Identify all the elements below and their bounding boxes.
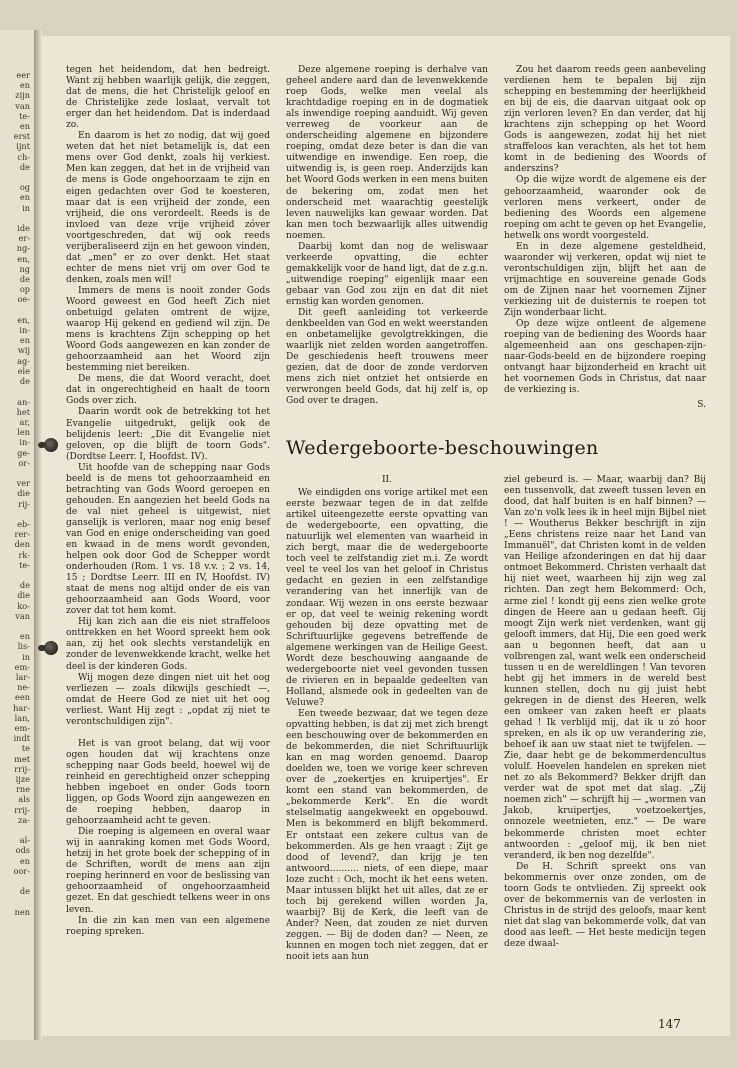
prev-page-fragment: als <box>18 794 30 805</box>
prev-page-fragment: die <box>17 590 30 601</box>
paragraph: Daarbij komt dan nog de weliswaar verkeerde opvatting, die echter gemakkelijk voor de hand ligt, dat de z.g.n. „uitwendige roeping" eigenlijk maar een gebaar van God zou zijn en dat dit niet ernstig kan worden genomen. <box>286 241 488 307</box>
paragraph: Op die wijze wordt de algemene eis der gehoorzaamheid, waaronder ook de verloren mens verkeert, onder de bediening des Woords een algemene roeping om acht te geven op het Evangelie, hetwelk ons wordt voorgesteld. <box>504 175 706 241</box>
prev-page-fragment: de <box>19 376 30 387</box>
prev-page-fragment: en <box>19 80 30 91</box>
column-middle-top <box>286 65 488 407</box>
prev-page-fragment <box>0 305 34 315</box>
prev-page-fragment: en <box>19 192 30 203</box>
paragraph: Uit hoofde van de schepping naar Gods beeld is de mens tot gehoorzaamheid en betrachting van Gods Woord geroepen en gehouden. En aangezien het beeld Gods na de val niet geheel is uitgewist, niet ganselijk is verloren, maar nog enig besef van God en enige onderscheiding van goed en kwaad in de mens wordt gevonden, helpen ook door God de Schepper wordt onderhouden (Rom. 1 vs. 18 v.v. ; 2 vs. 14, 15 ; Dordtse Leerr. III en IV, Hoofdst. IV) staat de mens nog altijd onder de eis van gehoorzaamheid aan Gods Woord, voor zover dat tot hem komt. <box>66 462 270 617</box>
prev-page-fragment: ne- <box>17 682 30 693</box>
prev-page-fragment: len <box>17 427 30 438</box>
prev-page-fragment: de <box>19 580 30 591</box>
paragraph: ziel gebeurd is. — Maar, waarbij dan? Bij een tussenvolk, dat zweeft tussen leven en dood, dat half buiten is en half binnen? — Van zo'n volk lees ik in heel mijn Bijbel niet ! — Woutherus Bekker beschrijft in zijn „Eens christens reize naar het Land van Immanuël", dat Christen komt in de velden van Heilige afzonderingen en dat hij daar ontmoet Bekommerd. Christen verhaalt dat hij niet weet, waarheen hij zijn weg zal richten. Dan zegt hem Bekommerd: Och, arme ziel ! kondt gij eens zien welke grote dingen de Heere aan u gedaan heeft. Gij moogt Zijn werk niet verdenken, want gij gelooft immers, dat Hij, Die een goed werk aan u begonnen heeft, dat aan u volbrengen zal, want welk een onderscheid tussen u en de wereldlingen ! Van tevoren hebt gij het immers in de wereld best kunnen stellen, doch nu gij juist hebt gekregen in de dienst des Heeren, welk een omkeer van zaken heeft er plaats gehad ! Ik verblijd mij, dat ik u zó hoor spreken, en als ik op uw verandering zie, behoef ik aan uw staat niet te twijfelen. — Zie, daar hebt ge de bekommerdencultus volulf. Hoevelen handelen en spreken niet net zo als Bekommerd? Bekker drijft dan verder wat de spot met dat slag. „Zij noemen zich" — schrijft hij — „wormen van Jakob, kruipertjes, voetzoekertjes, onnozele weetnieten, enz." — De ware bekommerde christen moet echter antwoorden : „geloof mij, ik ben niet veranderd, ik ben nog dezelfde". <box>504 475 706 861</box>
column-middle-bottom <box>286 475 488 963</box>
signature: S. <box>697 400 706 411</box>
prev-page-fragment: den <box>14 539 30 550</box>
paragraph: Dit geeft aanleiding tot verkeerde denkbeelden van God en wekt weerstanden en onbetamelijke gevolgtrekkingen, die waarlijk niet zelden worden aangetroffen. De geschiedenis heeft trouwens meer gezien, dat de door de zonde verdorven mens zich niet ontziet het ontsierde en verwrongen beeld Gods, dat hij zelf is, op God over te dragen. <box>286 308 488 407</box>
prev-page-fragment: oor- <box>13 865 30 876</box>
prev-page-fragment: en <box>19 631 30 642</box>
prev-page-fragment: ar, <box>19 416 30 427</box>
prev-page-fragment: ko- <box>17 600 30 611</box>
prev-page-fragment: die <box>17 488 30 499</box>
prev-page-fragment: har- <box>13 702 30 713</box>
prev-page-fragment: ver <box>16 478 30 489</box>
paragraph: Het is van groot belang, dat wij voor ogen houden dat wij krachtens onze schepping naar Gods beeld, hoewel wij de reinheid en gerechtigheid onzer schepping hebben ingeboet en onder Gods toorn liggen, op Gods Woord zijn aangewezen en de roeping hebben, daarop in gehoorzaamheid acht te geven. <box>66 738 270 827</box>
prev-page-fragment: ele <box>17 365 30 376</box>
prev-page-fragment: ag- <box>17 355 30 366</box>
prev-page-fragment: in <box>22 651 30 662</box>
paragraph: De H. Schrift spreekt ons van bekommernis over onze zonden, om de toorn Gods te ontvlieden. Zij spreekt ook over de bekommernis van de verlosten in Christus in de strijd des geloofs, maar kent niet dat slag van bekommerde volk, dat van dood aas leeft. — Het beste medicijn tegen deze dwaal- <box>504 861 706 949</box>
prev-page-fragment: rne <box>15 784 30 795</box>
paragraph: De mens, die dat Woord veracht, doet dat in ongerechtigheid en haalt de toorn Gods over zich. <box>66 374 270 407</box>
prev-page-fragment: de <box>19 274 30 285</box>
prev-page-fragment: er- <box>18 233 30 244</box>
prev-page-fragment: met <box>14 753 30 764</box>
prev-page-fragment: wij <box>17 345 30 356</box>
prev-page-fragment: nen <box>14 906 30 917</box>
prev-page-fragment <box>0 876 34 886</box>
prev-page-fragment: ods <box>15 845 30 856</box>
prev-page-fragment <box>0 621 34 631</box>
prev-page-fragment: een <box>15 692 30 703</box>
prev-page-fragment: indt <box>13 733 30 744</box>
page-number: 147 <box>658 1017 681 1031</box>
prev-page-fragment: in- <box>19 437 30 448</box>
prev-page-fragment: de <box>19 161 30 172</box>
prev-page-fragment: en, <box>17 253 30 264</box>
prev-page-fragment: em- <box>14 723 30 733</box>
paragraph: Wij mogen deze dingen niet uit het oog verliezen — zoals dikwijls geschiedt —, omdat de Heere God ze niet uit het oog verliest. Want Hij zegt : „opdat zij niet te verontschuldigen zijn". <box>66 672 270 727</box>
prev-page-fragment: lan, <box>14 712 30 723</box>
paragraph: Zou het daarom reeds geen aanbeveling verdienen hem te bepalen bij zijn schepping en bestemming der heerlijkheid en bij de eis, die daarvan uitgaat ook op zijn verloren leven? En dan verder, dat hij krachtens zijn schepping op het Woord Gods is aangewezen, zodat hij het niet straffeloos kan verachten, als het tot hem komt in de bediening des Woords of anderszins? <box>504 65 706 175</box>
prev-page-fragment: em- <box>14 661 30 672</box>
column-right-bottom <box>504 475 706 950</box>
prev-page-fragment: in <box>22 202 30 213</box>
prev-page-fragment: en <box>19 335 30 346</box>
paragraph: Daarin wordt ook de betrekking tot het Evangelie uitgedrukt, gelijk ook de belijdenis leert: „Die dit Evangelie niet geloven, op die blijft de toorn Gods". (Dordtse Leerr. I, Hoofdst. IV). <box>66 407 270 462</box>
prev-page-fragment <box>0 509 34 519</box>
prev-page-fragment: en <box>19 121 30 132</box>
prev-page-fragment <box>0 825 34 835</box>
prev-page-fragment: en <box>19 855 30 866</box>
paragraph: We eindigden ons vorige artikel met een eerste bezwaar tegen de in dat zelfde artikel uiteengezette eerste opvatting van de wedergeboorte, een opvatting, die natuurlijk wel elementen van waarheid in zich bergt, maar die de wedergeboorte toch veel te zelfstandig ziet m.i. Ze wordt veel te veel los van het geloof in Christus gedacht en gezien in een zelfstandige verandering van het innerlijk van de zondaar. Wij wezen in ons eerste bezwaar er op, dat veel te weinig rekening wordt gehouden bij deze opvatting met de Schriftuurlijke gegevens betreffende de algemene werkingen van de Heilige Geest. Wordt deze beschouwing aangaande de wedergeboorte niet veel gevonden tussen de rivieren en in bepaalde gedeelten van Holland, alsmede ook in gedeelten van de Veluwe? <box>286 488 488 708</box>
prev-page-fragment: ng- <box>16 243 30 254</box>
prev-page-fragment: ch- <box>17 151 30 162</box>
prev-page-fragment: ijnt <box>16 141 30 152</box>
prev-page-fragment: rer- <box>14 529 30 540</box>
prev-page-fragment: za- <box>18 814 30 825</box>
paragraph: Deze algemene roeping is derhalve van geheel andere aard dan de levenwekkende roep Gods, welke men veelal als krachtdadige roeping en in de dogmatiek als inwendige roeping aanduidt. Wij geven verreweg de voorkeur aan de onderscheiding algemene en bijzondere roeping, omdat deze beter is dan die van uitwendige en inwendige. Een roep, die uitwendig is, is geen roep. Anderzijds kan het Woord Gods werken in een mens buiten de bekering om, zodat men het onderscheid met waarachtig geestelijk leven nauwelijks kan gewaar worden. Dat kan men toch bezwaarlijk alles uitwendig noemen. <box>286 65 488 241</box>
prev-page-fragment: lar- <box>15 671 30 682</box>
paragraph: Immers de mens is nooit zonder Gods Woord geweest en God heeft Zich niet onbetuigd gelaten omtrent de wijze, waarop Hij gekend en gediend wil zijn. De mens is krachtens Zijn schepping op het Woord Gods aangewezen en kan zonder de gehoorzaamheid aan het Woord zijn bestemming niet bereiken. <box>66 285 270 374</box>
prev-page-fragment: te- <box>19 559 30 570</box>
prev-page-fragment: al- <box>19 835 30 846</box>
book-gutter <box>34 30 42 1040</box>
previous-page-edge <box>0 30 34 1040</box>
prev-page-fragment: an- <box>17 396 30 407</box>
prev-page-fragment: te <box>21 743 30 754</box>
paragraph: Hij kan zich aan die eis niet straffeloos onttrekken en het Woord spreekt hem ook aan, zij het ook slechts verstandelijk en zonder de levenwekkende kracht, welke het deel is der kinderen Gods. <box>66 617 270 672</box>
prev-page-fragment: eb- <box>17 518 30 529</box>
column-right-top <box>504 65 706 411</box>
paragraph: En in deze algemene gesteldheid, waaronder wij verkeren, opdat wij niet te verontschuldigen zijn, blijft het aan de vrijmachtige en souvereine genade Gods om de Zijnen naar het voornemen Zijner verkiezing uit de duisternis te roepen tot Zijn wonderbaar licht. <box>504 241 706 319</box>
prev-page-fragment: rk- <box>18 549 30 560</box>
paragraph: Een tweede bezwaar, dat we tegen deze opvatting hebben, is dat zij met zich brengt een beschouwing over de bekommerden en de bekommerden, die niet Schriftuurlijk kan en mag worden genoemd. Daarop doelden we, toen we vorige keer schreven over de „zoekertjes en kruipertjes". Er komt een stand van bekommerden, de „bekommerde Kerk". En die wordt stelselmatig aangekweekt en opgebouwd. Men is bekommerd en blijft bekommerd. Er ontstaat een zekere cultus van de bekommerden. Als ge hen vraagt : Zijt ge dood of levend?, dan krijg je ten antwoord.......... niets, of een diepe, maar loze zucht : Och, mocht ik het eens weten. Maar intussen blijkt het uit alles, dat ze er toch bij gerekend willen worden Ja, waarbij? Bij de Kerk, die leeft van de Ander? Neen, dat zouden ze niet durven zeggen. — Bij de doden dan? — Neen, ze kunnen en mogen toch niet zeggen, dat er nooit iets aan hun <box>286 708 488 963</box>
binder-clip-icon <box>44 641 58 655</box>
binder-clip-icon <box>44 438 58 452</box>
paragraph: En daarom is het zo nodig, dat wij goed weten dat het niet betamelijk is, dat een mens over God denkt, zoals hij verkiest. Men kan zeggen, dat het in de vrijheid van de mens is Gode ongehoorzaam te zijn en eigen gedachten over God te koesteren, maar dat is een vrijheid der zonde, een vrijheid, die ons verordeelt. Reeds is de invloed van deze vrije vrijheid zóver voortgeschreden, dat wij ook reeds verijberaliseerd zijn en het gewoon vinden, dat „men" er zo over denkt. Het staat echter de mens niet vrij om over God te denken, zoals men wil! <box>66 131 270 285</box>
prev-page-fragment: in- <box>19 325 30 336</box>
prev-page-fragment: oe- <box>17 294 30 305</box>
paragraph: In die zin kan men van een algemene roeping spreken. <box>66 915 270 937</box>
prev-page-fragment: rrij- <box>14 763 30 774</box>
section-number: II. <box>381 475 393 485</box>
prev-page-fragment: van <box>15 100 30 111</box>
prev-page-fragment: eer <box>16 70 30 80</box>
prev-page-fragment: rrij- <box>14 804 30 815</box>
paragraph: tegen het heidendom, dat hen bedreigt. Want zij hebben waarlijk gelijk, die zeggen, dat de mens, die het Christelijk geloof en de Christelijke zede loslaat, vervalt tot erger dan het heidendom. Dat is inderdaad zo. <box>66 65 270 131</box>
prev-page-fragment <box>0 468 34 478</box>
prev-page-fragment: en, <box>17 314 30 325</box>
prev-page-fragment: ng <box>19 263 30 274</box>
prev-page-fragment <box>0 213 34 223</box>
paragraph: Op deze wijze ontleent de algemene roeping van de bediening des Woords haar algemeenheid aan ons geschapen-zijn-naar-Gods-beeld en de bijzondere roeping ontvangt haar bijzonderheid en kracht uit het voornemen Gods in Christus, dat naar de verkiezing is. <box>504 319 706 396</box>
prev-page-fragment: het <box>16 406 30 417</box>
prev-page-fragment: erst <box>13 131 30 142</box>
prev-page-fragment <box>0 570 34 580</box>
prev-page-fragment: lis- <box>17 641 30 652</box>
prev-page-fragment: op <box>19 284 30 295</box>
prev-page-fragment: te- <box>19 110 30 121</box>
article-title: Wedergeboorte-beschouwingen <box>286 437 599 459</box>
page <box>42 36 730 1036</box>
paragraph: Die roeping is algemeen en overal waar wij in aanraking komen met Gods Woord, hetzij in het grote boek der schepping of in de Schriften, wordt de mens aan zijn roeping herinnerd en voor de beslissing van gehoorzaamheid of ongehoorzaamheid gezet. En dat geschiedt telkens weer in ons leven. <box>66 827 270 915</box>
prev-page-fragment: og <box>19 182 30 193</box>
prev-page-fragment: ide <box>17 223 30 234</box>
prev-page-fragment: rij- <box>18 498 30 509</box>
prev-page-fragment: de <box>19 886 30 897</box>
prev-page-fragment: ijze <box>15 774 30 785</box>
prev-page-fragment: zijn <box>15 90 30 101</box>
prev-page-fragment <box>0 172 34 182</box>
prev-page-fragment <box>0 386 34 396</box>
prev-page-fragment: van <box>15 610 30 621</box>
prev-page-fragment: or- <box>18 457 30 468</box>
column-left <box>66 65 270 938</box>
prev-page-fragment <box>0 896 34 906</box>
prev-page-fragment: ge- <box>17 447 30 458</box>
